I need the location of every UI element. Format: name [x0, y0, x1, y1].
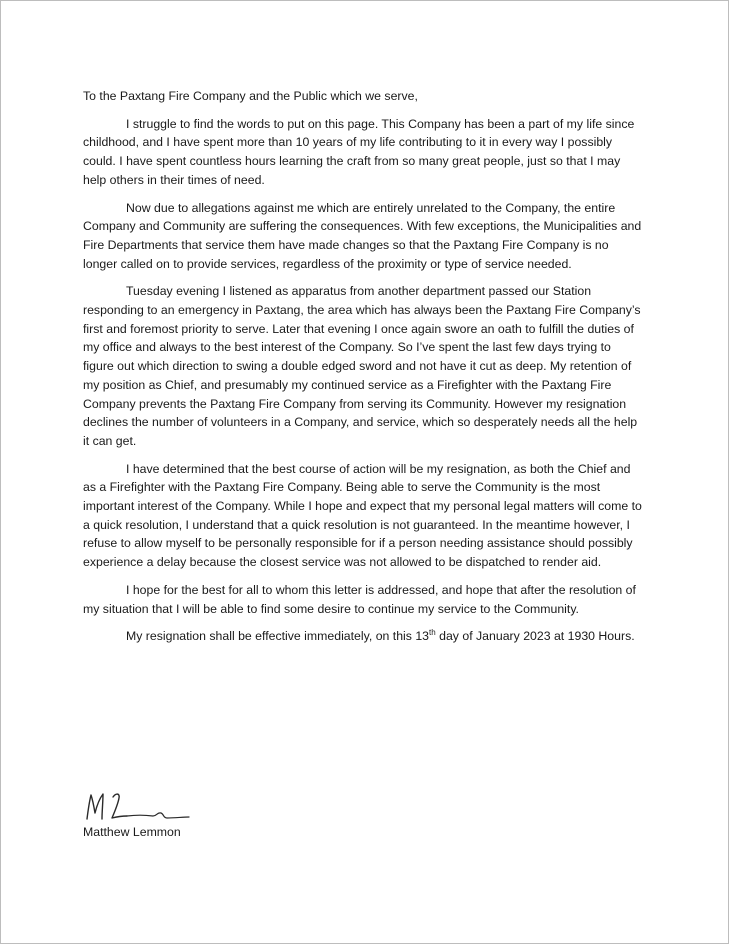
letter-body	[83, 87, 643, 655]
date-ordinal-suffix: th	[429, 628, 436, 638]
paragraph-4: I have determined that the best course of action will be my resignation, as both the Chief and as a Firefighter with the Paxtang Fire Company. Being able to serve the Community is the most important interest of the Company. While I hope and expect that my personal legal matters will come to a quick resolution, I understand that a quick resolution is not guaranteed. In the meantime however, I refuse to allow myself to be personally responsible for if a person needing assistance should possibly experience a delay because the closest service was not allowed to be dispatched to render aid.	[83, 461, 642, 570]
closing-paragraph	[83, 627, 643, 646]
paragraph-5: I hope for the best for all to whom this letter is addressed, and hope that after the resolution of my situation that I will be able to find some desire to continue my service to the Community.	[83, 582, 636, 616]
paragraph-2: Now due to allegations against me which are entirely unrelated to the Company, the entire Company and Community are suffering the consequences. With few exceptions, the Municipalities and Fire Departments that service them have made changes so that the Paxtang Fire Company is no longer called on to provide services, regardless of the proximity or type of service needed.	[83, 200, 642, 271]
signature-block	[83, 787, 243, 839]
signer-name: Matthew Lemmon	[83, 825, 181, 839]
paragraph-1: I struggle to find the words to put on this page. This Company has been a part of my life since childhood, and I have spent more than 10 years of my life contributing to it in every way I possibly could. I have spent countless hours learning the craft from so many great people, just so that I may help others in their times of need.	[83, 116, 635, 187]
closing-text-continued: day of January 2023 at 1930 Hours.	[435, 629, 635, 644]
closing-text: My resignation shall be effective immediately, on this 13	[126, 629, 430, 644]
salutation: To the Paxtang Fire Company and the Public which we serve,	[83, 89, 418, 103]
handwritten-signature	[83, 787, 203, 827]
paragraph-3: Tuesday evening I listened as apparatus from another department passed our Station responding to an emergency in Paxtang, the area which has always been the Paxtang Fire Company’s first and foremost priority to serve. Later that evening I once again swore an oath to fulfill the duties of my office and always to the best interest of the Company. So I’ve spent the last few days trying to figure out which direction to swing a double edged sword and not have it cut as deep. My retention of my position as Chief, and presumably my continued service as a Firefighter with the Paxtang Fire Company prevents the Paxtang Fire Company from serving its Community. However my resignation declines the number of volunteers in a Company, and service, which so desperately needs all the help it can get.	[83, 284, 641, 448]
